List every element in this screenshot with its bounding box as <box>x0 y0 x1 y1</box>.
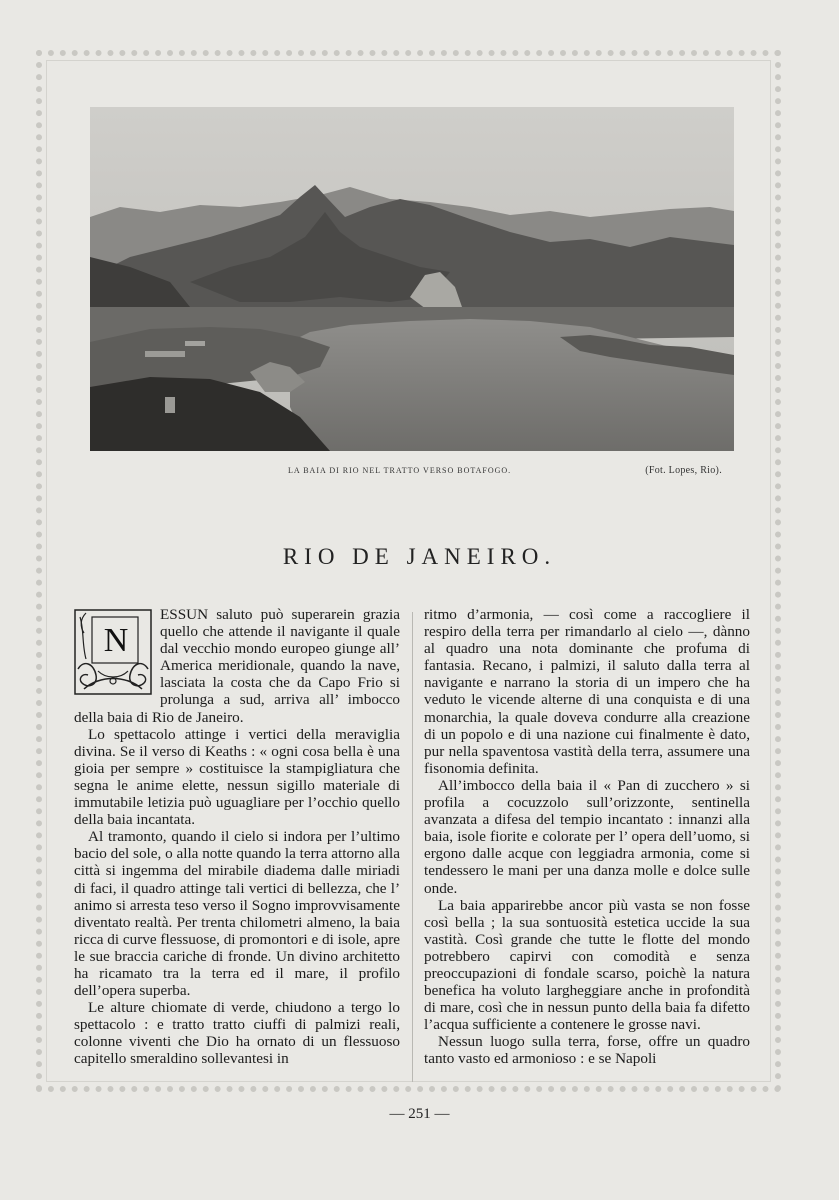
dropcap-letter: N <box>103 622 129 659</box>
rio-bay-photo <box>90 107 734 451</box>
article-title: RIO DE JANEIRO. <box>282 544 557 569</box>
page-number: — 251 — <box>389 1106 450 1122</box>
paragraph: ESSUN saluto può superarein grazia quello che attende il navigante il quale dal vecchio mondo europeo giunge all’ America meridionale, quando la nave, lasciata la costa che da Capo Frio si prolunga a sud, arriva all’ imbocco della baia di Rio de Janeiro. <box>74 606 400 726</box>
paragraph: ritmo d’armonia, — così come a raccogliere il respiro della terra per rimandarlo al cielo —, dànno al quadro una nota dominante che profuma di fantasia. Recano, i palmizi, il saluto dalla terra al navigante e narrano la storia di un impero che ha veduto le vicende alterne di una conquista e di una monarchia, la quale doveva condurre alla creazione di un popolo e di una nazione cui finalmente è dato, pur nella spaventosa vastità della terra, assumere una fisonomia definita. <box>424 606 750 777</box>
right-column <box>424 606 750 1068</box>
left-column <box>74 606 400 1068</box>
paragraph: All’imbocco della baia il « Pan di zucchero » si profila a cocuzzolo sull’orizzonte, sentinella avanzata a difesa del tempio incantato : innanzi alla baia, isole fiorite e colorate per l’ opera dell’uomo, si ergono dalle acque con leggiadra armonia, come si tendessero le mani per una danza molle e dolce sulle onde. <box>424 776 750 897</box>
photo-caption-text: LA BAIA DI RIO NEL TRATTO VERSO BOTAFOGO. <box>288 466 512 475</box>
paragraph: La baia apparirebbe ancor più vasta se non fosse così bella ; la sua sontuosità estetica uccide la sua vastità. Così grande che tutte le flotte del mondo potrebbero capirvi con comodità e senza preoccupazioni di fondale scarso, poichè la natura benefica ha voluto largheggiare anche in profondità di mare, così che in nessun punto della baia fa difetto l’acqua sufficiente a contenere le grosse navi. <box>424 896 750 1034</box>
paragraph: Le alture chiomate di verde, chiudono a tergo lo spettacolo : e tratto tratto ciuffi di palmizi reali, colonne viventi che Dio ha ornato di un flessuoso capitello smeraldino sollevantesi in <box>74 999 400 1068</box>
decorative-initial <box>74 609 152 695</box>
column-divider <box>412 612 413 1082</box>
paragraph: Nessun luogo sulla terra, forse, offre un quadro tanto vasto ed armonioso : e se Napoli <box>424 1033 750 1068</box>
photo-credit: (Fot. Lopes, Rio). <box>645 465 722 476</box>
photo-caption <box>90 465 734 479</box>
paragraph: Al tramonto, quando il cielo si indora per l’ultimo bacio del sole, o alla notte quando la terra attorno alla città si ingemma del mirabile diadema dalle miriadi di faci, il quadro attinge tali vertici di bellezza, che l’ animo si arresta teso verso il Sogno improvvisamente diventato realtà. Per trenta chilometri almeno, la baia ricca di curve flessuose, di promontori e di isole, apre le sue braccia cariche di fronde. Un divino architetto ha ricamato tra la terra ed il mare, il profilo dell’opera superba. <box>74 828 401 1000</box>
paragraph: Lo spettacolo attinge i vertici della meraviglia divina. Se il verso di Keaths : « ogni cosa bella è una gioia per sempre » costituisce la stampigliatura che segna le anime elette, nessun sigillo materiale di immutabile letizia può uguagliare per l’occhio quello della baia incantata. <box>74 725 400 829</box>
